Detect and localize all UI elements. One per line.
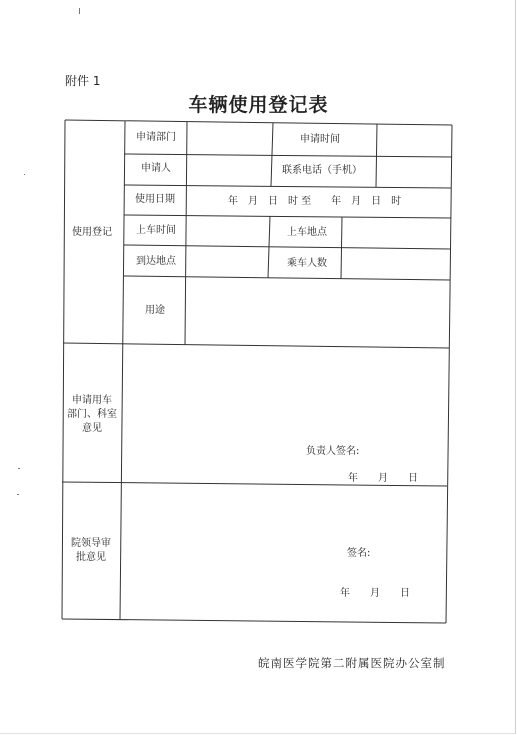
- date-range-text: 年 月 日 时 至 年 月 日 时: [228, 196, 402, 207]
- apply-time-label: 申请时间: [300, 134, 340, 145]
- footer-issuer: 皖南医学院第二附属医院办公室制: [258, 656, 446, 670]
- scan-speck: [79, 8, 80, 14]
- scan-speck: [24, 174, 25, 175]
- dept-signer-label: 负责人签名:: [306, 446, 360, 457]
- passengers-label: 乘车人数: [287, 258, 327, 269]
- scan-speck: [17, 494, 19, 495]
- leader-approval-label-1: 院领导审: [71, 538, 111, 549]
- arrive-place-label: 到达地点: [136, 256, 176, 267]
- applicant-label: 申请人: [141, 163, 171, 174]
- leader-approval-label-2: 批意见: [76, 552, 106, 563]
- phone-label: 联系电话（手机）: [282, 165, 362, 176]
- leader-signer-label: 签名:: [347, 548, 371, 559]
- dept-opinion-label-1: 申请用车: [72, 395, 112, 406]
- board-place-label: 上车地点: [287, 227, 327, 238]
- dept-label: 申请部门: [136, 132, 176, 143]
- usage-section-label: 使用登记: [72, 227, 112, 238]
- leader-date-label: 年 月 日: [340, 588, 410, 599]
- annex-label: 附件 1: [65, 74, 101, 88]
- purpose-label: 用途: [145, 305, 165, 316]
- dept-opinion-label-2: 部门、科室: [67, 409, 117, 420]
- dept-date-label: 年 月 日: [348, 473, 418, 484]
- dept-opinion-label-3: 意见: [82, 423, 102, 434]
- use-date-label: 使用日期: [135, 194, 175, 205]
- form-title: 车辆使用登记表: [188, 94, 329, 116]
- scan-speck: [18, 468, 20, 469]
- board-time-label: 上车时间: [136, 225, 176, 236]
